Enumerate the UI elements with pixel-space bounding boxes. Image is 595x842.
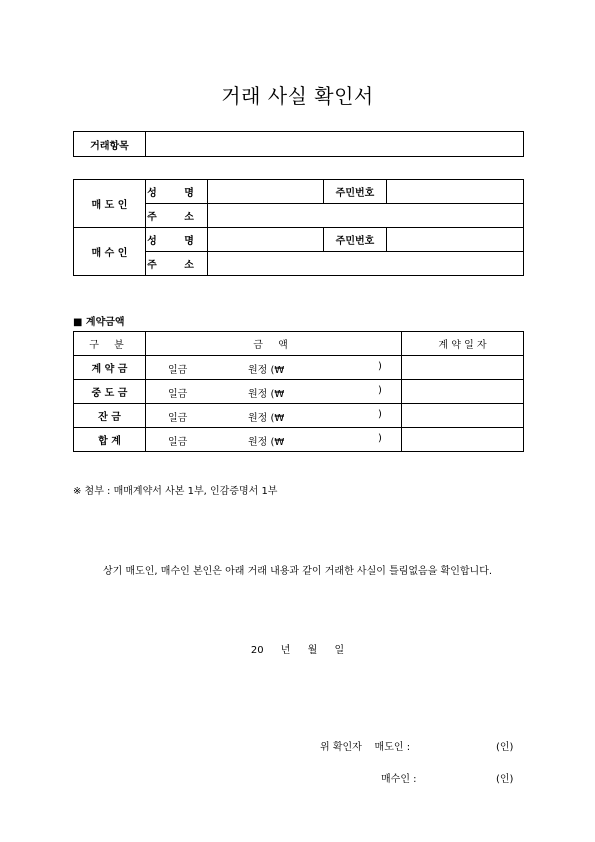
contract-amount-table <box>73 331 524 452</box>
parties-table <box>73 179 524 276</box>
buyer-name-field[interactable] <box>208 228 324 252</box>
contract-section-title: ■ 계약금액 <box>73 317 125 328</box>
seller-id-label: 주민번호 <box>324 180 387 204</box>
row-label: 계 약 금 <box>74 356 146 380</box>
trade-item-label: 거래항목 <box>74 132 146 157</box>
amount-suffix: ) <box>378 385 382 396</box>
seller-name-field[interactable] <box>208 180 324 204</box>
buyer-sign-label: 매수인 : <box>381 774 417 785</box>
seller-label: 매 도 인 <box>74 180 146 228</box>
buyer-id-label: 주민번호 <box>324 228 387 252</box>
amount-cell[interactable] <box>146 380 402 404</box>
header-category: 구 분 <box>74 332 146 356</box>
attachment-note: ※ 첨부 : 매매계약서 사본 1부, 인감증명서 1부 <box>73 486 278 497</box>
seller-seal: (인) <box>496 742 514 753</box>
buyer-label: 매 수 인 <box>74 228 146 276</box>
trade-item-table <box>73 131 524 157</box>
buyer-address-label: 주 소 <box>146 252 208 276</box>
confirmation-statement: 상기 매도인, 매수인 본인은 아래 거래 내용과 같이 거래한 사실이 틀림없음을 확인합니다. <box>102 566 493 577</box>
amount-cell[interactable] <box>146 404 402 428</box>
amount-mid: 원정 (₩ <box>248 437 285 448</box>
confirmer-label: 위 확인자 <box>320 742 362 753</box>
amount-suffix: ) <box>378 409 382 420</box>
amount-cell[interactable] <box>146 356 402 380</box>
buyer-address-field[interactable] <box>208 252 524 276</box>
contract-date-cell[interactable] <box>402 356 524 380</box>
signature-buyer-line <box>381 770 417 785</box>
amount-prefix: 일금 <box>168 389 188 400</box>
amount-prefix: 일금 <box>168 365 188 376</box>
amount-suffix: ) <box>378 361 382 372</box>
date-line: 20 년 월 일 <box>250 645 345 656</box>
row-label: 잔 금 <box>74 404 146 428</box>
amount-prefix: 일금 <box>168 437 188 448</box>
amount-mid: 원정 (₩ <box>248 389 285 400</box>
amount-mid: 원정 (₩ <box>248 413 285 424</box>
seller-address-label: 주 소 <box>146 204 208 228</box>
contract-date-cell[interactable] <box>402 404 524 428</box>
buyer-name-label: 성 명 <box>146 228 208 252</box>
buyer-seal: (인) <box>496 774 514 785</box>
trade-item-field[interactable] <box>146 132 524 157</box>
seller-address-field[interactable] <box>208 204 524 228</box>
amount-cell[interactable] <box>146 428 402 452</box>
header-amount: 금 액 <box>146 332 402 356</box>
seller-name-label: 성 명 <box>146 180 208 204</box>
document-title: 거래 사실 확인서 <box>221 84 374 108</box>
contract-date-cell[interactable] <box>402 428 524 452</box>
header-contract-date: 계 약 일 자 <box>402 332 524 356</box>
amount-prefix: 일금 <box>168 413 188 424</box>
amount-mid: 원정 (₩ <box>248 365 285 376</box>
amount-suffix: ) <box>378 433 382 444</box>
signature-seller-line <box>320 738 410 753</box>
buyer-id-field[interactable] <box>387 228 524 252</box>
row-label: 중 도 금 <box>74 380 146 404</box>
contract-date-cell[interactable] <box>402 380 524 404</box>
row-label: 합 계 <box>74 428 146 452</box>
seller-id-field[interactable] <box>387 180 524 204</box>
seller-sign-label: 매도인 : <box>374 742 411 753</box>
